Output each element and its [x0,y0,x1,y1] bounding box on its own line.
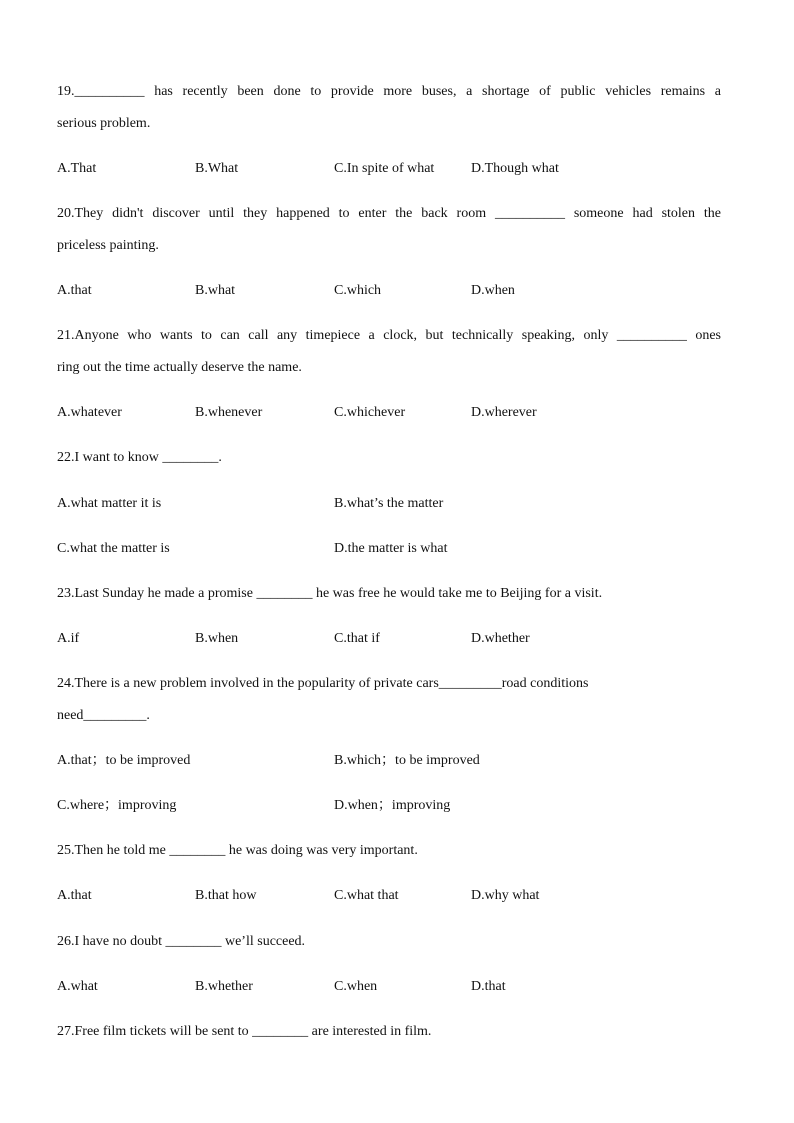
question-20-line-1: 20.They didn't discover until they happened to enter the back room __________ someone had stolen the [57,206,721,221]
option-21-b: B.whenever [195,405,263,420]
question-22-line-1: 22.I want to know ________. [57,450,222,465]
question-21-line-1: 21.Anyone who wants to can call any timepiece a clock, but technically speaking, only __________ ones [57,328,721,343]
option-25-c: C.what that [334,888,399,903]
question-25-line-1: 25.Then he told me ________ he was doing was very important. [57,843,418,858]
question-24-line-1: 24.There is a new problem involved in the popularity of private cars_________road conditions [57,676,589,691]
option-23-a: A.if [57,631,80,646]
option-22-b: B.what’s the matter [334,496,444,511]
option-24-c: C.where；improving [57,798,177,813]
question-27-line-1: 27.Free film tickets will be sent to ________ are interested in film. [57,1024,432,1039]
option-22-c: C.what the matter is [57,541,170,556]
option-19-c: C.In spite of what [334,161,435,176]
option-23-d: D.whether [471,631,530,646]
option-21-c: C.whichever [334,405,406,420]
option-26-c: C.when [334,979,378,994]
question-21-line-2: ring out the time actually deserve the name. [57,360,302,375]
question-19-line-1: 19.__________ has recently been done to provide more buses, a shortage of public vehicles remains a [57,84,721,99]
option-24-d: D.when；improving [334,798,451,813]
question-24-line-2: need_________. [57,708,150,723]
question-26-line-1: 26.I have no doubt ________ we’ll succeed. [57,934,306,949]
option-23-b: B.when [195,631,239,646]
question-23-line-1: 23.Last Sunday he made a promise ________ he was free he would take me to Beijing for a visit. [57,586,603,601]
option-22-d: D.the matter is what [334,541,448,556]
option-26-d: D.that [471,979,506,994]
option-19-a: A.That [57,161,97,176]
option-25-b: B.that how [195,888,257,903]
option-20-d: D.when [471,283,515,298]
question-19-line-2: serious problem. [57,116,151,131]
option-21-a: A.whatever [57,405,122,420]
option-20-b: B.what [195,283,236,298]
option-20-c: C.which [334,283,382,298]
option-19-b: B.What [195,161,239,176]
option-24-b: B.which；to be improved [334,753,480,768]
option-20-a: A.that [57,283,92,298]
question-20-line-2: priceless painting. [57,238,159,253]
option-26-b: B.whether [195,979,253,994]
option-21-d: D.wherever [471,405,537,420]
option-25-d: D.why what [471,888,540,903]
option-24-a: A.that；to be improved [57,753,191,768]
option-25-a: A.that [57,888,92,903]
option-23-c: C.that if [334,631,380,646]
option-22-a: A.what matter it is [57,496,162,511]
option-19-d: D.Though what [471,161,559,176]
option-26-a: A.what [57,979,98,994]
